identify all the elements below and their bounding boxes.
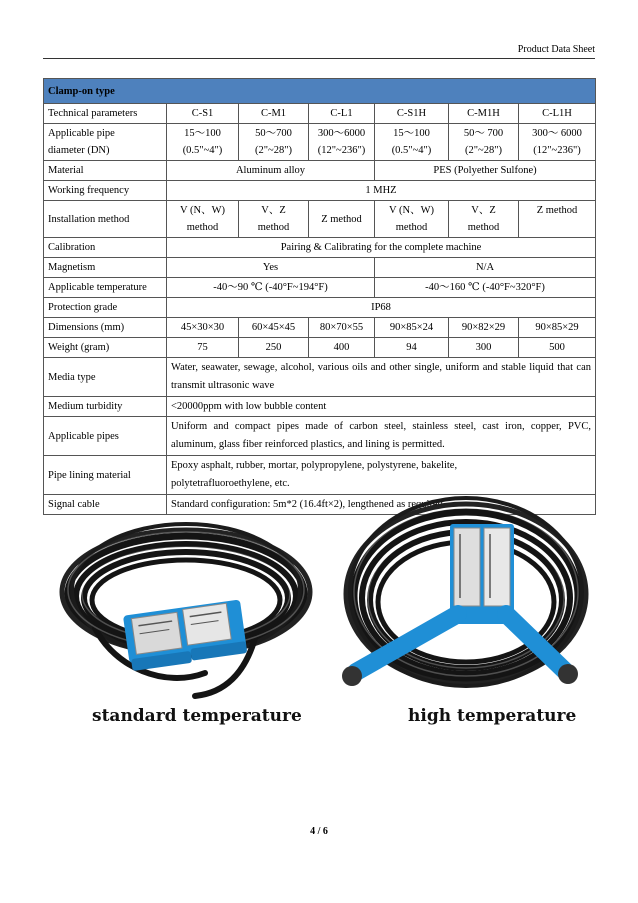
table-cell [519,124,596,161]
cell-line: (2"~28") [255,145,292,156]
table-cell [375,201,449,238]
row-label: Calibration [44,238,167,258]
row-label: Media type [44,358,167,397]
table-cell: -40～160 ℃ (-40°F~320°F) [375,278,596,298]
row-label: Magnetism [44,258,167,278]
cell-line: (12"~236") [317,145,366,156]
high-temperature-photo [326,494,592,740]
row-label-line: diameter (DN) [48,145,110,156]
cell-line: (0.5"~4") [391,145,432,156]
table-cell [309,124,375,161]
table-cell: 300 [449,338,519,358]
row-label: Weight (gram) [44,338,167,358]
table-cell: 90×85×24 [375,318,449,338]
high-temperature-caption: high temperature [408,706,577,726]
model-cell: C-S1H [375,104,449,124]
model-cell: C-S1 [167,104,239,124]
table-cell: 90×82×29 [449,318,519,338]
cell-line: 50～ 700 [463,128,504,139]
table-cell [449,201,519,238]
header-title: Product Data Sheet [517,44,595,55]
table-row [44,278,596,298]
cell-line: 300～ 6000 [532,128,582,139]
sensor-body [123,599,248,671]
row-label: Installation method [44,201,167,238]
table-cell: 45×30×30 [167,318,239,338]
row-label: Signal cable [44,495,167,515]
table-row [44,161,596,181]
model-cell: C-M1 [239,104,309,124]
table-cell: N/A [375,258,596,278]
row-label: Applicable pipes [44,417,167,456]
cell-line: 15～100 [393,128,430,139]
table-row [44,238,596,258]
cell-line: method [467,222,500,233]
table-cell: Uniform and compact pipes made of carbon steel, stainless steel, cast iron, copper, PVC, aluminum, glass fiber reinforced plastics, and lining is permitted. [167,417,596,456]
cell-line: V (N、W) [388,205,434,216]
table-cell [375,124,449,161]
table-title: Clamp-on type [44,79,596,104]
cell-line: (0.5"~4") [182,145,223,156]
table-cell [167,124,239,161]
table-cell: Z method [309,201,375,238]
table-row [44,181,596,201]
table-cell: 75 [167,338,239,358]
cell-line: (2"~28") [465,145,502,156]
standard-temperature-caption: standard temperature [92,706,302,726]
table-cell [239,201,309,238]
table-cell: -40～90 ℃ (-40°F~194°F) [167,278,375,298]
table-cell: 94 [375,338,449,358]
model-cell: C-L1H [519,104,596,124]
table-cell: 60×45×45 [239,318,309,338]
cell-line: 15～100 [184,128,221,139]
table-cell [239,124,309,161]
row-label-line: Applicable pipe [48,128,115,139]
table-cell: IP68 [167,298,596,318]
cell-line: V、Z [261,205,286,216]
table-cell: Yes [167,258,375,278]
page-number: 4 / 6 [310,826,328,837]
table-cell: Pairing & Calibrating for the complete machine [167,238,596,258]
table-cell: Z method [519,201,596,238]
cell-line: method [257,222,290,233]
table-cell: 90×85×29 [519,318,596,338]
row-label: Medium turbidity [44,397,167,417]
table-cell: 400 [309,338,375,358]
table-row [44,456,596,495]
table-row [44,338,596,358]
table-row [44,201,596,238]
model-cell: C-L1 [309,104,375,124]
table-row [44,124,596,161]
cell-line: 50～700 [255,128,292,139]
table-row [44,417,596,456]
row-label: Material [44,161,167,181]
table-cell: 500 [519,338,596,358]
cell-line: (12"~236") [533,145,581,156]
table-cell: Standard configuration: 5m*2 (16.4ft×2), lengthened as required. [167,495,596,515]
standard-temperature-photo [55,498,317,740]
cell-line: Epoxy asphalt, rubber, mortar, polypropylene, polystyrene, bakelite, [171,460,458,471]
table-cell: 250 [239,338,309,358]
row-label: Technical parameters [44,104,167,124]
table-cell: 1 MHZ [167,181,596,201]
table-row [44,318,596,338]
cell-line: method [395,222,428,233]
table-cell [167,456,596,495]
header-divider [43,58,595,59]
table-row [44,104,596,124]
row-label: Pipe lining material [44,456,167,495]
cell-line: polytetrafluoroethylene, etc. [171,478,290,489]
table-cell: 80×70×55 [309,318,375,338]
table-cell [167,201,239,238]
table-row [44,258,596,278]
table-cell: Water, seawater, sewage, alcohol, various oils and other single, uniform and stable liquid that can transmit ultrasonic wave [167,358,596,397]
cell-line: V (N、W) [179,205,225,216]
table-cell: PES (Polyether Sulfone) [375,161,596,181]
table-title-row [44,79,596,104]
spec-table [43,78,596,515]
table-row [44,298,596,318]
model-cell: C-M1H [449,104,519,124]
row-label: Dimensions (mm) [44,318,167,338]
table-cell: Aluminum alloy [167,161,375,181]
table-cell: <20000ppm with low bubble content [167,397,596,417]
row-label: Applicable temperature [44,278,167,298]
table-row [44,358,596,397]
cell-line: method [186,222,219,233]
table-row [44,397,596,417]
cell-line: V、Z [471,205,496,216]
row-label: Working frequency [44,181,167,201]
row-label: Protection grade [44,298,167,318]
table-cell [449,124,519,161]
row-label [44,124,167,161]
cell-line: 300～6000 [317,128,366,139]
